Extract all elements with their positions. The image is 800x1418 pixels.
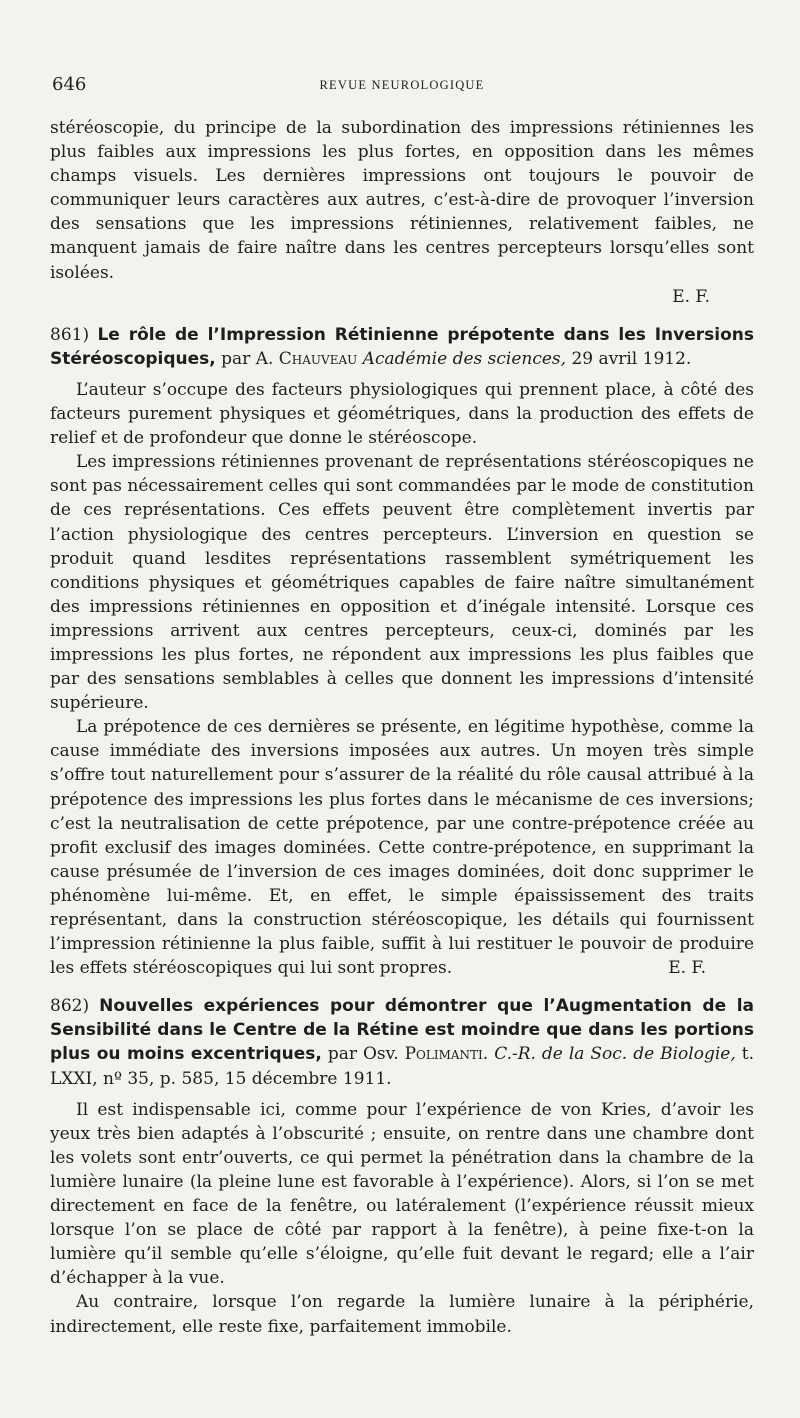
entry-861-initials: E. F. <box>668 958 706 979</box>
page-header <box>52 74 752 98</box>
running-title: REVUE NEUROLOGIQUE <box>319 78 485 92</box>
entry-861-source: Académie des sciences, <box>362 348 567 369</box>
entry-862-author: Polimanti. <box>404 1044 489 1065</box>
entry-862-by: par Osv. <box>327 1044 399 1065</box>
entry-861-by: par A. <box>221 348 274 369</box>
intro-paragraph: stéréoscopie, du principe de la subordination des impressions rétiniennes les plus faibles aux impressions les plus fortes, en opposition dans les mêmes champs visuels. Les dernières impressions ont toujours le pouvoir de communiquer leurs caractères aux autres, c’est-à-dire de provoquer l’inversion des sensations que les impressions rétiniennes, relativement faibles, ne manquent jamais de faire naître dans les centres percepteurs lorsqu’elles sont isolées. <box>50 118 754 283</box>
entry-862-paragraph-1: Il est indispensable ici, comme pour l’expérience de von Kries, d’avoir les yeux très bien adaptés à l’obscurité ; ensuite, on rentre dans une chambre dont les volets sont entr’ouverts, ce qui permet la pénétration dans la chambre de la lumière lunaire (la pleine lune est favorable à l’expérience). Alors, si l’on se met directement en face de la fenêtre, ou latéralement (l’expérience réussit mieux lorsque l’on se place de côté par rapport à la fenêtre), à peine fixe-t-on la lumière qu’il semble qu’elle s’éloigne, qu’elle fuit devant le regard; elle a l’air d’échapper à la vue. <box>50 1099 754 1289</box>
entry-861-number: 861) <box>50 324 90 345</box>
entry-861-paragraph-2: Les impressions rétiniennes provenant de représentations stéréoscopiques ne sont pas nécessairement celles qui sont commandées par le mode de constitution de ces représentations. Ces effets peuvent être complètement invertis par l’action physiologique des centres percepteurs. L’inversion en question se produit quand lesdites représentations rassemblent symétriquement les conditions physiques et géométriques capables de faire naître simultanément des impressions rétiniennes en opposition et d’inégale intensité. Lorsque ces impressions arrivent aux centres percepteurs, ceux-ci, dominés par les impressions les plus fortes, ne répondent aux impressions les plus faibles que par des sensations semblables à celles que donnent les impressions d’intensité supérieure. <box>50 452 754 714</box>
page-body <box>50 116 754 1339</box>
entry-861-paragraph-1: L’auteur s’occupe des facteurs physiologiques qui prennent place, à côté des facteurs purement physiques et géométriques, dans la production des effets de relief et de profondeur que donne le stéréoscope. <box>50 379 754 449</box>
entry-861-paragraph-3 <box>50 715 754 980</box>
entry-862-heading <box>50 994 754 1090</box>
entry-862-number: 862) <box>50 996 90 1017</box>
entry-862-reference: t. LXXI, nº 35, p. 585, 15 décembre 1911. <box>50 1044 754 1089</box>
entry-861-author: Chauveau <box>278 348 358 369</box>
entry-862-title: Nouvelles expériences pour démontrer que l’Augmentation de la Sensibilité dans le Centre de la Rétine est moindre que dans les portions plus ou moins excentriques, <box>50 996 754 1065</box>
entry-862-source: C.-R. de la Soc. de Biologie, <box>494 1044 736 1065</box>
intro-initials: E. F. <box>672 286 710 307</box>
page-number: 646 <box>52 74 87 95</box>
entry-861-heading <box>50 323 754 371</box>
entry-861-title: Le rôle de l’Impression Rétinienne prépotente dans les Inversions Stéréoscopiques, <box>50 324 754 369</box>
entry-861-date: 29 avril 1912. <box>571 348 692 369</box>
entry-861 <box>50 323 754 981</box>
entry-862 <box>50 994 754 1338</box>
entry-861-paragraph-3-text: La prépotence de ces dernières se présente, en légitime hypothèse, comme la cause immédiate des inversions imposées aux autres. Un moyen très simple s’offre tout naturellement pour s’assurer de la réalité du rôle causal attribué à la prépotence des impressions les plus fortes dans le mécanisme de ces inversions; c’est la neutralisation de cette prépotence, par une contre-prépotence créée au profit exclusif des images dominées. Cette contre-prépotence, en supprimant la cause présumée de l’inversion de ces images dominées, doit donc supprimer le phénomène lui-même. Et, en effet, le simple épaississement des traits représentant, dans la construction stéréoscopique, les détails qui fournissent l’impression rétinienne la plus faible, suffit à lui restituer le pouvoir de produire les effets stéréoscopiques qui lui sont propres. <box>50 717 754 979</box>
entry-862-paragraph-2: Au contraire, lorsque l’on regarde la lumière lunaire à la périphérie, indirectement, elle reste fixe, parfaitement immobile. <box>50 1292 754 1337</box>
